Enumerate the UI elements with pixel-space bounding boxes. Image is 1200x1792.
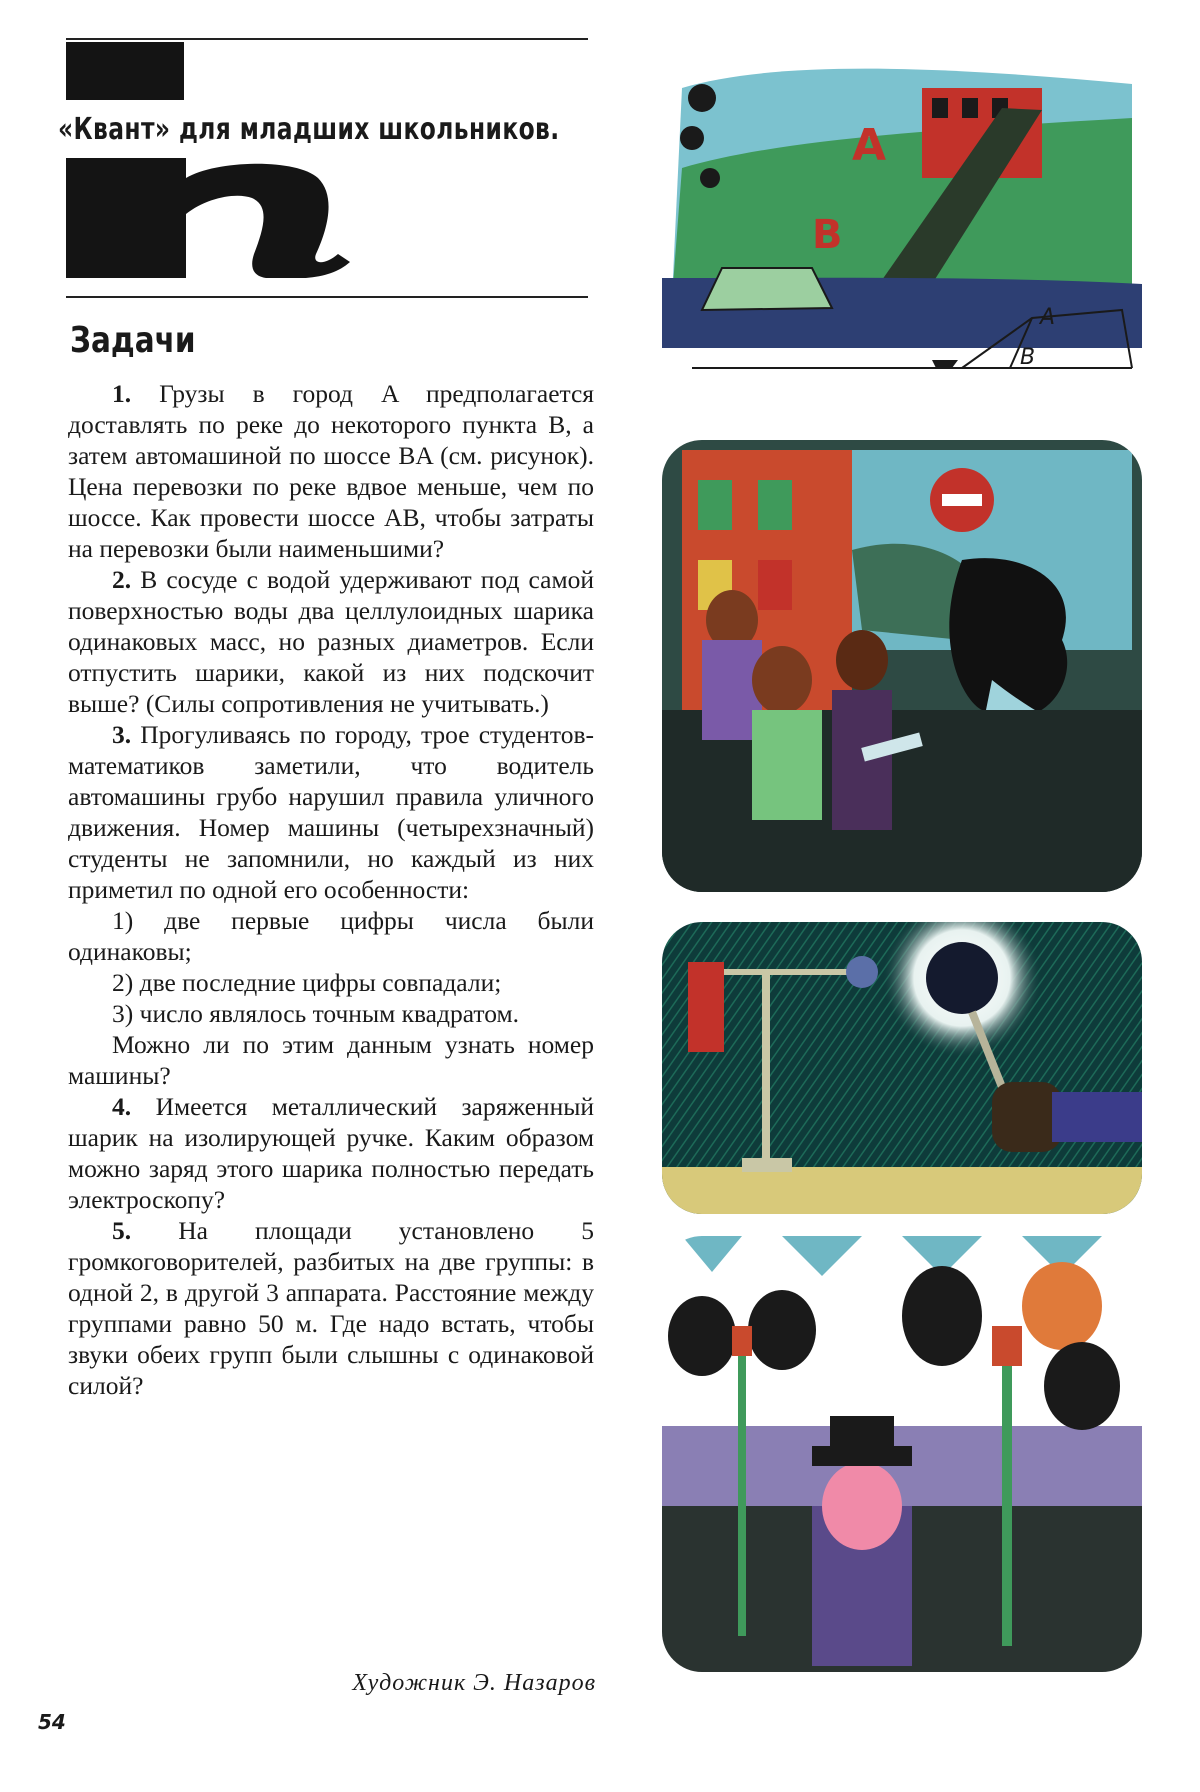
problem-number: 5. bbox=[112, 1216, 132, 1245]
problem-number: 4. bbox=[112, 1092, 132, 1121]
problem-3-question: Можно ли по этим данным узнать номер машины? bbox=[68, 1030, 594, 1090]
problem-3-condition: 2) две последние цифры совпадали; bbox=[112, 968, 502, 997]
problem-3 bbox=[68, 719, 594, 905]
page-number: 54 bbox=[38, 1710, 66, 1734]
electroscope-drawing bbox=[662, 922, 1142, 1214]
letter-a-label: A bbox=[852, 120, 887, 171]
problems-text bbox=[68, 378, 594, 1401]
top-rule bbox=[66, 38, 588, 40]
students-car-drawing bbox=[662, 440, 1142, 892]
logo-bar bbox=[66, 42, 184, 100]
section-title: Задачи bbox=[70, 320, 196, 361]
rubric-title: «Квант» для младших школьников. bbox=[58, 112, 560, 147]
letter-b-label: B bbox=[812, 212, 843, 258]
problem-2 bbox=[68, 564, 594, 719]
illustration-students-car bbox=[662, 440, 1142, 892]
problem-number: 3. bbox=[112, 720, 132, 749]
problem-text: Грузы в город A предполагается доставлять по реке до некоторого пункта B, а затем автомашиной по шоссе BA (см. рисунок). Цена перевозки по реке вдвое меньше, чем по шоссе. Как провести шоссе AB, чтобы затраты на перевозки были наименьшими? bbox=[68, 379, 595, 563]
problem-4 bbox=[68, 1091, 594, 1215]
illustration-loudspeakers bbox=[662, 1236, 1142, 1672]
problem-text: На площади установлено 5 громкоговорителей, разбитых на две группы: в одной 2, в другой 3 аппарата. Расстояние между группами равно 50 м. Где надо встать, чтобы звуки обеих групп были слышны с одинаковой силой? bbox=[68, 1216, 594, 1400]
illustration-electroscope bbox=[662, 922, 1142, 1214]
river-road-drawing bbox=[662, 48, 1142, 410]
problem-3-condition: 1) две первые цифры числа были одинаковы; bbox=[68, 906, 594, 966]
problem-text: Прогуливаясь по городу, трое студентов-математиков заметили, что водитель автомашины грубо нарушил правила уличного движения. Номер машины (четырехзначный) студенты не запомнили, но каждый из них приметил по одной его особенности: bbox=[68, 720, 594, 904]
bottom-rule bbox=[66, 296, 588, 298]
diagram-b-label: B bbox=[1020, 345, 1036, 370]
loudspeakers-drawing bbox=[662, 1236, 1142, 1672]
problem-3-condition: 3) число являлось точным квадратом. bbox=[112, 999, 519, 1028]
illustration-river-road bbox=[662, 48, 1142, 410]
artist-credit: Художник Э. Назаров bbox=[352, 1670, 596, 1696]
problem-number: 2. bbox=[112, 565, 132, 594]
problem-5 bbox=[68, 1215, 594, 1401]
problem-text: В сосуде с водой удерживают под самой поверхностью воды два целлулоидных шарика одинаковых масс, но разных диаметров. Если отпустить шарики, какой из них подскочит выше? (Силы сопротивления не учитывать.) bbox=[68, 565, 594, 718]
logo-letter-n-icon bbox=[66, 158, 366, 278]
problem-number: 1. bbox=[112, 379, 132, 408]
problem-text: Имеется металлический заряженный шарик на изолирующей ручке. Каким образом можно заряд этого шарика полностью передать электроскопу? bbox=[68, 1092, 594, 1214]
problem-1 bbox=[68, 378, 594, 564]
diagram-a-label: A bbox=[1040, 305, 1056, 330]
